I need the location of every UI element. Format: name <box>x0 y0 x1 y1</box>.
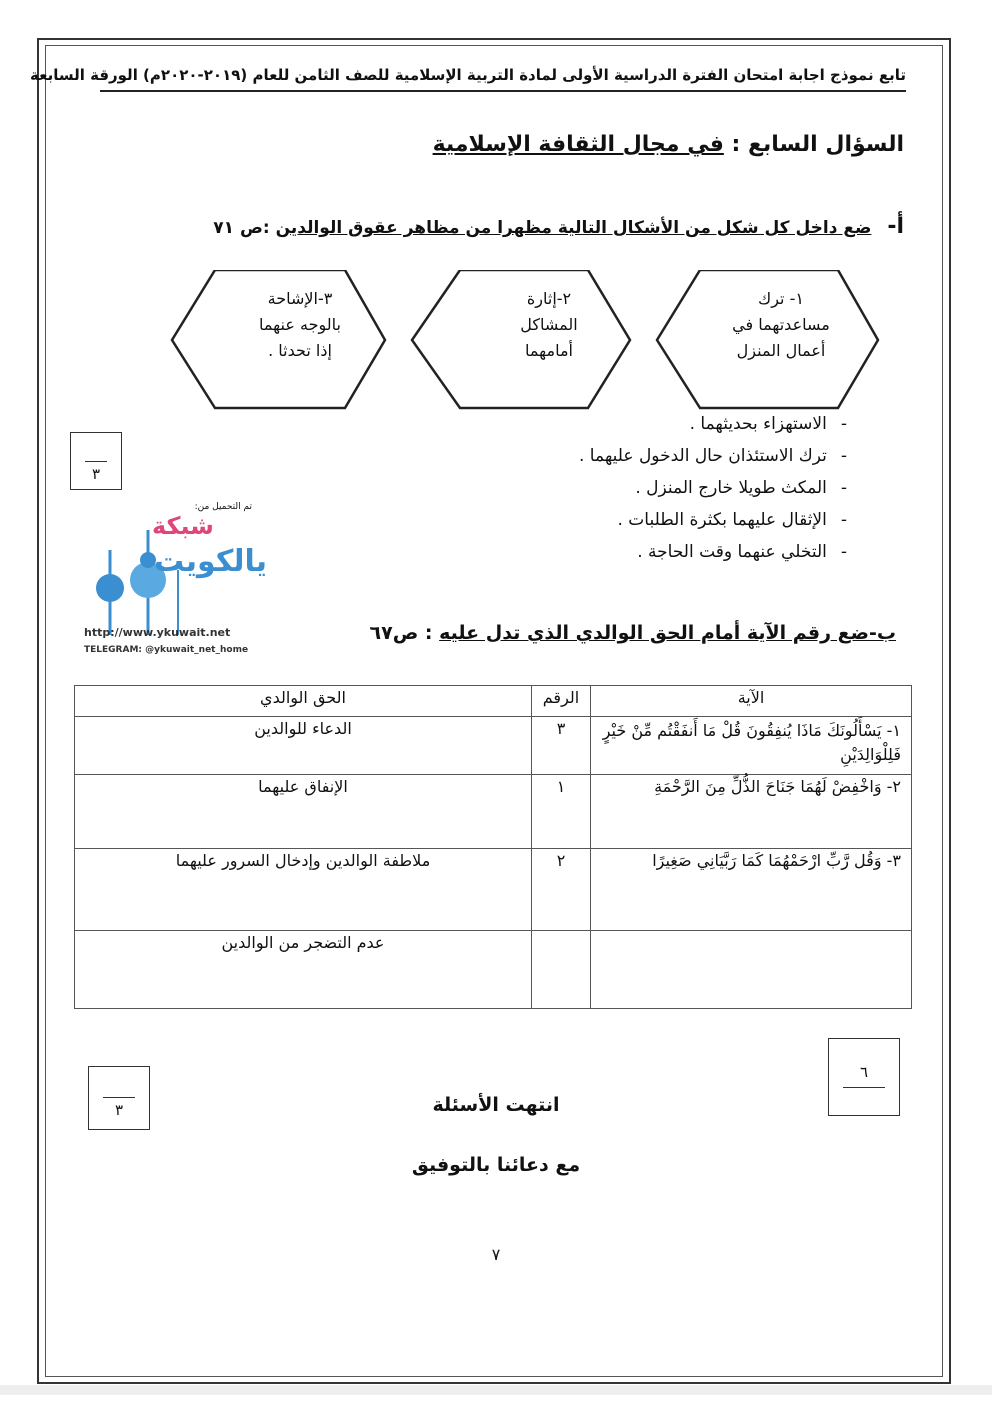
table-row <box>75 775 912 849</box>
verses-rights-table <box>74 685 912 1009</box>
page-header: تابع نموذج اجابة امتحان الفترة الدراسية الأولى لمادة التربية الإسلامية للصف الثامن للعام (٢٠١٩-٢٠٢٠م) الورقة السابعة <box>30 66 906 84</box>
list-item: - الإثقال عليهما بكثرة الطلبات . <box>579 504 847 536</box>
logo-caption: تم التحميل من: <box>194 502 252 512</box>
part-a-instruction-text: ضع داخل كل شكل من الأشكال التالية مظهرا من مظاهر عقوق الوالدين <box>275 218 872 238</box>
table-header-number: الرقم <box>532 686 591 717</box>
right-cell: ملاطفة الوالدين وإدخال السرور عليهما <box>75 849 532 931</box>
question-title-number: السؤال السابع : <box>731 132 904 157</box>
total-score: ٦ <box>859 1063 869 1081</box>
list-item: - ترك الاستئذان حال الدخول عليهما . <box>579 440 847 472</box>
table-header-row <box>75 686 912 717</box>
right-cell: الإنفاق عليهما <box>75 775 532 849</box>
right-cell: الدعاء للوالدين <box>75 717 532 775</box>
hexagon-3-line2: بالوجه عنهما <box>259 315 341 334</box>
hexagon-1-line1: ١- ترك <box>758 289 804 308</box>
number-cell <box>532 931 591 1009</box>
hexagon-3-text <box>225 286 375 364</box>
logo-telegram: TELEGRAM: @ykuwait_net_home <box>84 645 249 655</box>
list-item: - الاستهزاء بحديثهما . <box>579 408 847 440</box>
part-a-letter: أ- <box>887 214 904 239</box>
verse-cell <box>591 931 912 1009</box>
part-a-page-ref: :ص ٧١ <box>213 218 270 238</box>
table-header-right: الحق الوالدي <box>75 686 532 717</box>
hexagon-1-line2: مساعدتهما في <box>732 315 830 334</box>
number-cell: ٣ <box>532 717 591 775</box>
table-header-verse: الآية <box>591 686 912 717</box>
verse-cell: ٢- وَاخْفِضْ لَهُمَا جَنَاحَ الذُّلِّ مِنَ الرَّحْمَةِ <box>591 775 912 849</box>
part-b-score: ٣ <box>114 1101 124 1119</box>
page-number: ٧ <box>491 1245 501 1264</box>
hexagon-2-line2: المشاكل <box>520 315 578 334</box>
list-item: - التخلي عنهما وقت الحاجة . <box>579 536 847 568</box>
part-b-instruction <box>370 622 896 644</box>
question-title-topic: في مجال الثقافة الإسلامية <box>432 132 724 157</box>
site-logo <box>80 500 280 670</box>
question-title <box>433 132 904 157</box>
ending-line-2: مع دعائنا بالتوفيق <box>411 1154 581 1176</box>
hexagon-2-text <box>474 286 624 364</box>
score-divider <box>843 1087 885 1088</box>
list-item: - المكث طويلا خارج المنزل . <box>579 472 847 504</box>
hexagon-1-line3: أعمال المنزل <box>736 341 826 360</box>
verse-cell: ١- يَسْأَلُونَكَ مَاذَا يُنفِقُونَ قُلْ مَا أَنفَقْتُم مِّنْ خَيْرٍ فَلِلْوَالِدَيْنِ <box>591 717 912 775</box>
part-b-page-ref: : ص٦٧ <box>369 622 433 644</box>
score-divider <box>85 461 107 462</box>
hexagon-1-text <box>706 286 856 364</box>
logo-brand-main: يالكويت <box>154 544 268 579</box>
number-cell: ١ <box>532 775 591 849</box>
header-divider <box>100 90 906 92</box>
part-a-score-box <box>70 432 122 490</box>
logo-url: http://www.ykuwait.net <box>84 626 231 639</box>
scan-bottom-band <box>0 1385 992 1395</box>
part-a-score: ٣ <box>91 465 101 483</box>
hexagon-2-line1: ٢-إثارة <box>526 289 572 308</box>
number-cell: ٢ <box>532 849 591 931</box>
hexagon-3-line3: إذا تحدثا . <box>268 341 332 360</box>
part-a-options-list <box>579 408 847 568</box>
verse-cell: ٣- وَقُل رَّبِّ ارْحَمْهُمَا كَمَا رَبَّيَانِي صَغِيرًا <box>591 849 912 931</box>
right-cell: عدم التضجر من الوالدين <box>75 931 532 1009</box>
ending-line-1: انتهت الأسئلة <box>432 1094 560 1116</box>
hexagon-2-line3: أمامهما <box>525 341 573 360</box>
logo-brand-top: شبكة <box>152 512 214 540</box>
part-b-instruction-text: ب-ضع رقم الآية أمام الحق الوالدي الذي تدل عليه <box>439 622 896 644</box>
part-a-instruction <box>213 214 904 239</box>
table-row <box>75 849 912 931</box>
hexagon-3-line1: ٣-الإشاحة <box>267 289 333 308</box>
table-row <box>75 931 912 1009</box>
table-row <box>75 717 912 775</box>
